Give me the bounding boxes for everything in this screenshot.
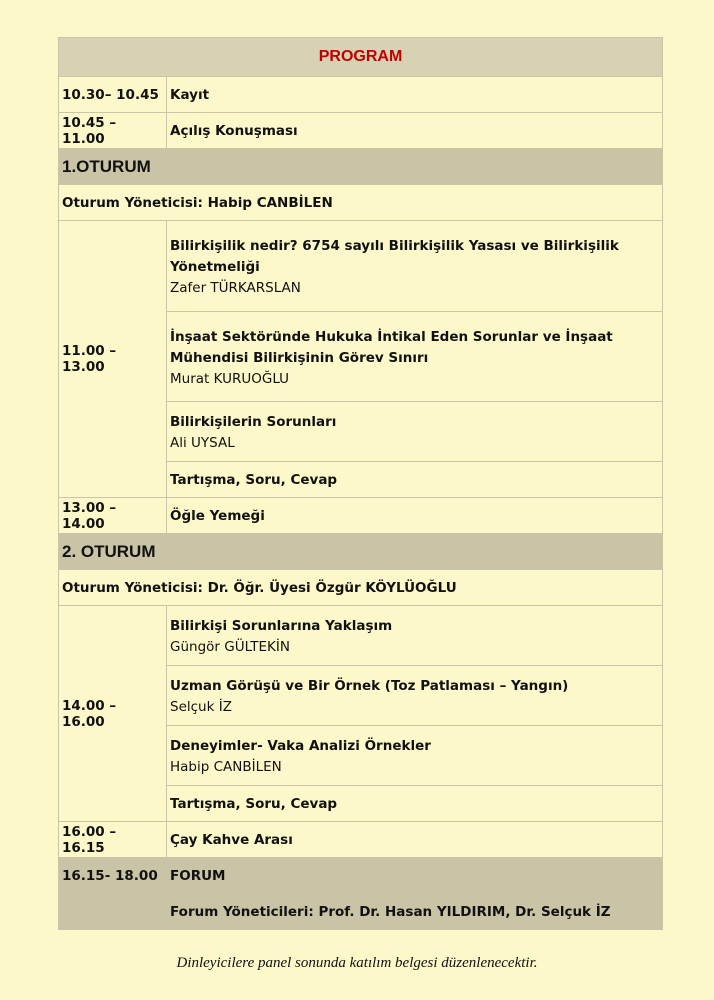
schedule-row-opening — [59, 113, 663, 149]
talk-title: İnşaat Sektöründe Hukuka İntikal Eden Sorunlar ve İnşaat Mühendisi Bilirkişinin Görev Sınırı — [170, 328, 613, 366]
talk-speaker: Zafer TÜRKARSLAN — [170, 280, 301, 296]
break-label: Çay Kahve Arası — [167, 822, 663, 858]
schedule-row-break — [59, 822, 663, 858]
session1-talk-3 — [167, 402, 663, 462]
talk-title: Uzman Görüşü ve Bir Örnek (Toz Patlaması – Yangın) — [170, 678, 569, 694]
break-time: 16.00 – 16.15 — [59, 822, 167, 858]
session1-talk-row — [59, 221, 663, 312]
session1-discussion: Tartışma, Soru, Cevap — [167, 462, 663, 498]
program-title: PROGRAM — [59, 38, 663, 77]
schedule-row-lunch — [59, 498, 663, 534]
session1-title: 1.OTURUM — [59, 149, 663, 185]
session2-discussion: Tartışma, Soru, Cevap — [167, 786, 663, 822]
registration-time: 10.30– 10.45 — [59, 77, 167, 113]
session2-talk-row — [59, 606, 663, 666]
talk-title: Bilirkişilerin Sorunları — [170, 414, 337, 430]
session1-moderator: Oturum Yöneticisi: Habip CANBİLEN — [59, 185, 663, 221]
session1-moderator-row — [59, 185, 663, 221]
talk-speaker: Murat KURUOĞLU — [170, 370, 290, 387]
talk-speaker: Ali UYSAL — [170, 435, 235, 451]
talk-title: Bilirkişi Sorunlarına Yaklaşım — [170, 618, 393, 634]
forum-moderators-row — [59, 894, 663, 930]
talk-speaker: Habip CANBİLEN — [170, 759, 282, 775]
session2-title: 2. OTURUM — [59, 534, 663, 570]
session1-time: 11.00 – 13.00 — [59, 221, 167, 498]
lunch-label: Öğle Yemeği — [167, 498, 663, 534]
schedule-row-registration — [59, 77, 663, 113]
forum-time: 16.15- 18.00 — [59, 858, 167, 894]
session2-talk-2 — [167, 666, 663, 726]
forum-moderators: Forum Yöneticileri: Prof. Dr. Hasan YILDIRIM, Dr. Selçuk İZ — [167, 894, 663, 930]
talk-speaker: Selçuk İZ — [170, 699, 232, 715]
opening-label: Açılış Konuşması — [167, 113, 663, 149]
forum-empty-cell — [59, 894, 167, 930]
opening-time: 10.45 – 11.00 — [59, 113, 167, 149]
lunch-time: 13.00 – 14.00 — [59, 498, 167, 534]
talk-title: Bilirkişilik nedir? 6754 sayılı Bilirkişilik Yasası ve Bilirkişilik Yönetmeliği — [170, 238, 619, 275]
session1-talk-1 — [167, 221, 663, 312]
session2-talk-3 — [167, 726, 663, 786]
program-table — [58, 37, 663, 930]
talk-title: Deneyimler- Vaka Analizi Örnekler — [170, 738, 431, 754]
program-header-row — [59, 38, 663, 77]
session2-header-row — [59, 534, 663, 570]
session2-moderator: Oturum Yöneticisi: Dr. Öğr. Üyesi Özgür KÖYLÜOĞLU — [59, 570, 663, 606]
registration-label: Kayıt — [167, 77, 663, 113]
certificate-note: Dinleyicilere panel sonunda katılım belgesi düzenlenecektir. — [176, 955, 538, 971]
session2-time: 14.00 – 16.00 — [59, 606, 167, 822]
talk-speaker: Güngör GÜLTEKİN — [170, 639, 290, 655]
session1-header-row — [59, 149, 663, 185]
session2-talk-1 — [167, 606, 663, 666]
forum-label: FORUM — [167, 858, 663, 894]
schedule-row-forum — [59, 858, 663, 894]
session2-moderator-row — [59, 570, 663, 606]
session1-talk-2 — [167, 312, 663, 402]
